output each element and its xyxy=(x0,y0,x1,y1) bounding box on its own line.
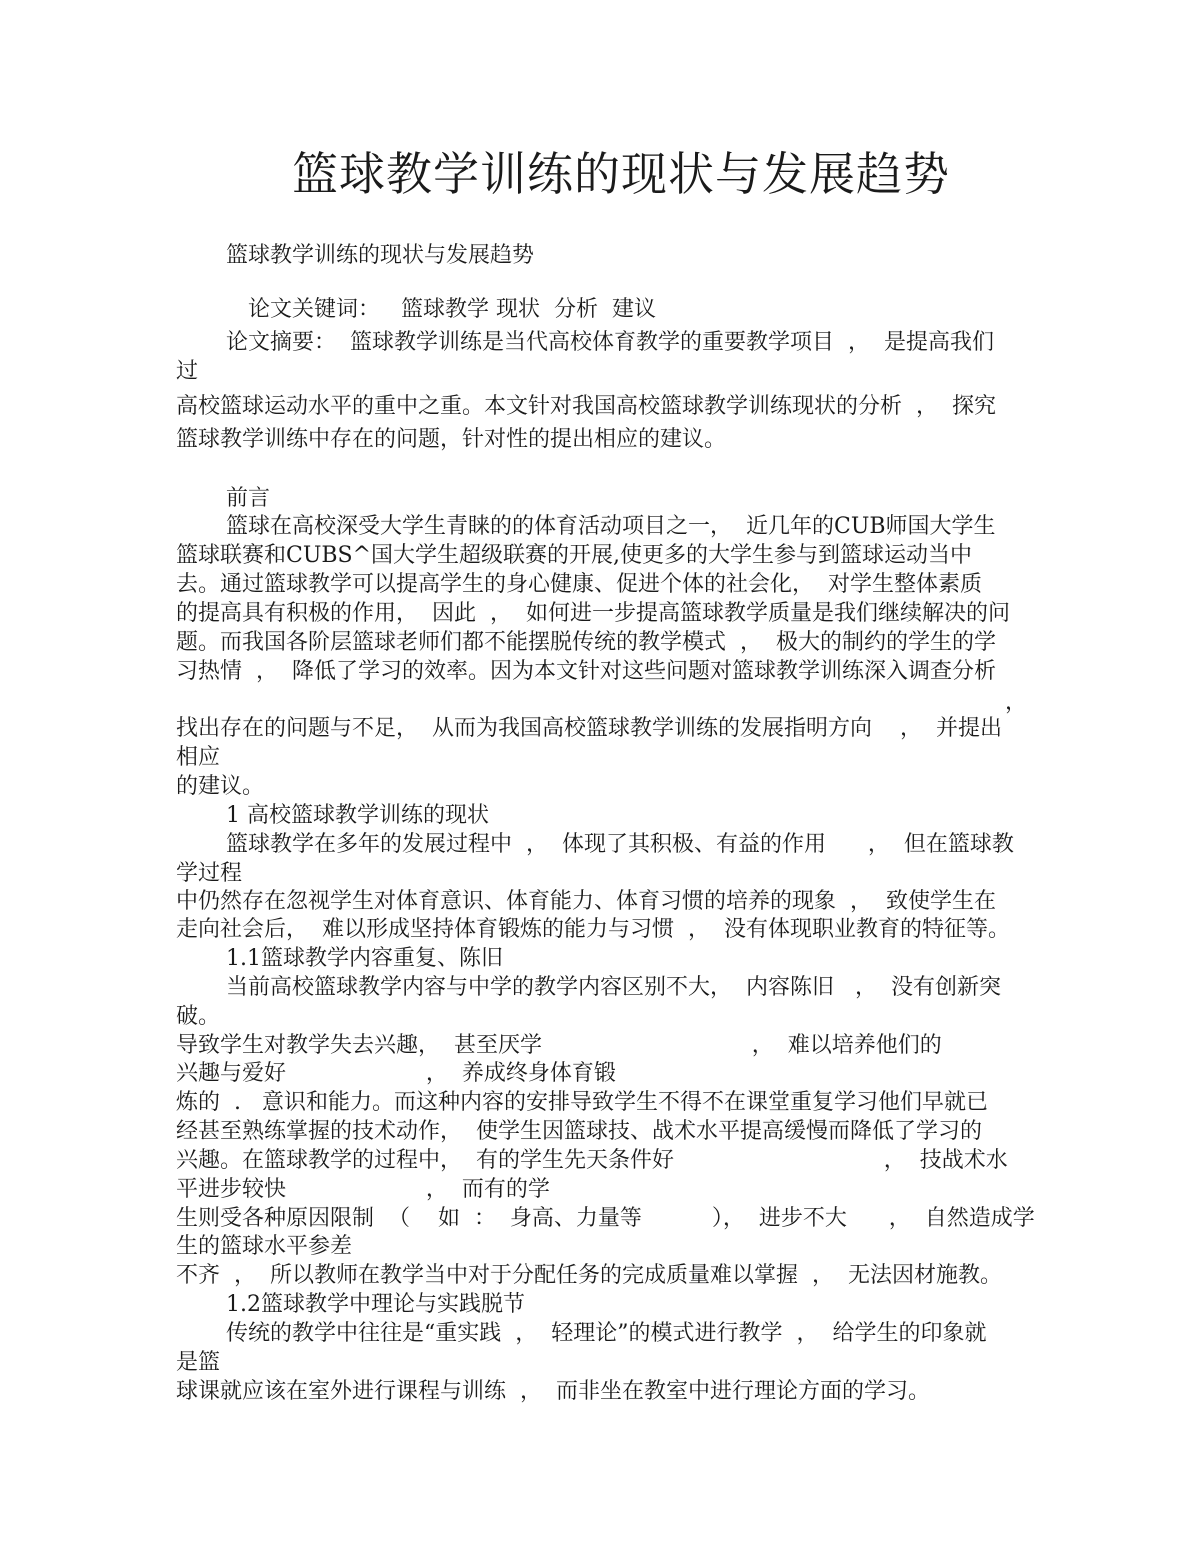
text-line: 炼的 . 意识和能力。而这种内容的安排导致学生不得不在课堂重复学习他们早就已 xyxy=(176,1090,988,1115)
text-line: 的建议。 xyxy=(176,774,265,799)
document-title: 篮球教学训练的现状与发展趋势 xyxy=(292,147,950,201)
text-line: 生的篮球水平参差 xyxy=(176,1234,353,1259)
text-line: 导致学生对教学失去兴趣， 甚至厌学 ， 难以培养他们的 xyxy=(176,1033,942,1058)
text-line: 传统的教学中往往是“重实践 ， 轻理论”的模式进行教学 ， 给学生的印象就 xyxy=(226,1321,987,1346)
text-line: 题。而我国各阶层篮球老师们都不能摆脱传统的教学模式 ， 极大的制约的学生的学 xyxy=(176,630,996,655)
text-line: 球课就应该在室外进行课程与训练 ， 而非坐在教室中进行理论方面的学习。 xyxy=(176,1379,930,1404)
text-line: 经甚至熟练掌握的技术动作， 使学生因篮球技、战术水平提高缓慢而降低了学习的 xyxy=(176,1119,982,1144)
text-line: 破。 xyxy=(176,1004,221,1029)
text-line: 学过程 xyxy=(176,861,243,886)
text-line: 前言 xyxy=(226,486,271,511)
text-line: 1.2篮球教学中理论与实践脱节 xyxy=(226,1292,525,1317)
text-line: 平进步较快 ， 而有的学 xyxy=(176,1177,550,1202)
text-line: 习热情 ， 降低了学习的效率。因为本文针对这些问题对篮球教学训练深入调查分析 xyxy=(176,659,996,684)
text-line: 1.1篮球教学内容重复、陈旧 xyxy=(226,946,503,971)
text-line: 走向社会后， 难以形成坚持体育锻炼的能力与习惯 ， 没有体现职业教育的特征等。 xyxy=(176,917,1010,942)
text-line: 兴趣与爱好 ， 养成终身体育锻 xyxy=(176,1061,616,1086)
text-line: 篮球教学训练中存在的问题，针对性的提出相应的建议。 xyxy=(176,427,727,452)
text-line: 篮球教学训练的现状与发展趋势 xyxy=(226,243,535,268)
text-line: 1 高校篮球教学训练的现状 xyxy=(226,803,489,828)
text-line: 是篮 xyxy=(176,1350,221,1375)
text-line: 当前高校篮球教学内容与中学的教学内容区别不大， 内容陈旧 ， 没有创新突 xyxy=(226,975,1001,1000)
text-line: 高校篮球运动水平的重中之重。本文针对我国高校篮球教学训练现状的分析 ， 探究 xyxy=(176,394,996,419)
text-line: 找出存在的问题与不足， 从而为我国高校篮球教学训练的发展指明方向 ， 并提出 xyxy=(176,716,1002,741)
text-line: 相应 xyxy=(176,745,221,770)
text-line: ， xyxy=(1005,690,1028,715)
text-line: 不齐 ， 所以教师在教学当中对于分配任务的完成质量难以掌握 ， 无法因材施教。 xyxy=(176,1263,1002,1288)
text-line: 论文摘要： 篮球教学训练是当代高校体育教学的重要教学项目 ， 是提高我们 xyxy=(226,330,994,355)
text-line: 的提高具有积极的作用， 因此 ， 如何进一步提高篮球教学质量是我们继续解决的问 xyxy=(176,601,1010,626)
text-line: 兴趣。在篮球教学的过程中， 有的学生先天条件好 ， 技战术水 xyxy=(176,1148,1008,1173)
text-line: 篮球在高校深受大学生青睐的的体育活动项目之一， 近几年的CUB师国大学生 xyxy=(226,514,996,539)
text-line: 过 xyxy=(176,359,199,384)
text-line: 生则受各种原因限制 （ 如 ： 身高、力量等 ）， 进步不大 ， 自然造成学 xyxy=(176,1206,1035,1231)
text-line: 中仍然存在忽视学生对体育意识、体育能力、体育习惯的培养的现象 ， 致使学生在 xyxy=(176,889,996,914)
text-line: 论文关键词： 篮球教学 现状 分析 建议 xyxy=(248,297,656,322)
text-line: 去。通过篮球教学可以提高学生的身心健康、促进个体的社会化， 对学生整体素质 xyxy=(176,572,982,597)
text-line: 篮球联赛和CUBS^国大学生超级联赛的开展,使更多的大学生参与到篮球运动当中 xyxy=(176,543,973,568)
text-line: 篮球教学在多年的发展过程中 ， 体现了其积极、有益的作用 ， 但在篮球教 xyxy=(226,832,1014,857)
